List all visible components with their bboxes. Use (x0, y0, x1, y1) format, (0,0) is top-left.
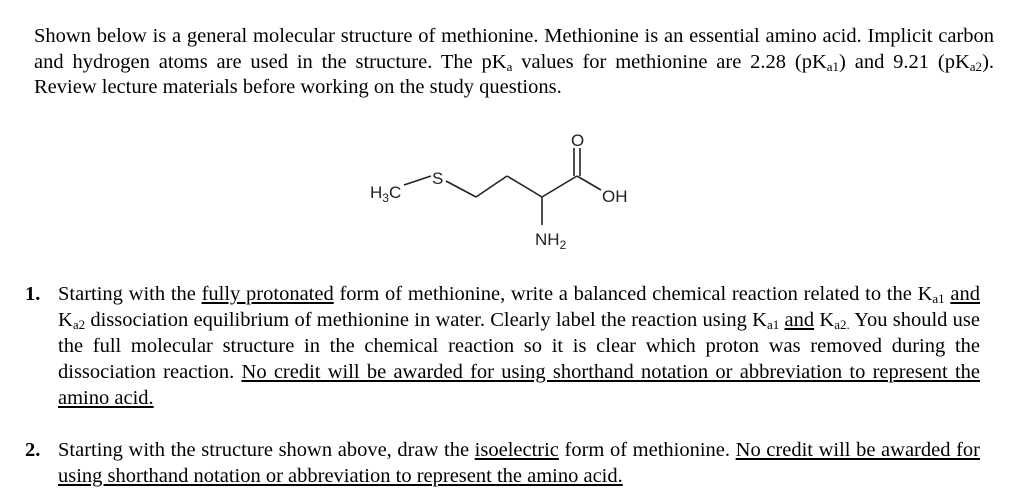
underlined-text: fully protonated (201, 283, 334, 305)
intro-text: ). Review lecture materials before working on the study questions. (34, 50, 995, 98)
subscript: a2 (969, 58, 983, 74)
underlined-text: No credit will be awarded for using shorthand notation or abbreviation to represent the amino acid. (58, 439, 980, 487)
text: form of methionine, write a balanced chemical reaction related to the K (333, 283, 933, 305)
intro-text: Shown below is a general molecular structure of methionine. Methionine is an essential amino acid. Implicit carbon and hydrogen atoms are used in the structure. The pK (34, 25, 994, 73)
subscript: a (506, 58, 513, 74)
text: Starting with the (58, 283, 202, 305)
intro-text: values for methionine are 2.28 (pK (512, 50, 827, 73)
subscript: a1 (766, 317, 780, 332)
sulfur-label: S (432, 169, 444, 188)
question-1 (25, 281, 980, 411)
methyl-label: $H_3C$ (370, 183, 402, 205)
subscript: a2 (72, 317, 86, 332)
subscript: a1 (826, 58, 840, 74)
underlined-text: and (950, 283, 980, 305)
text: form of methionine. (558, 439, 736, 461)
intro-text: ) and 9.21 (pK (839, 50, 970, 73)
text: Starting with the structure shown above, draw the (58, 439, 475, 461)
question-number: 1. (25, 283, 41, 305)
question-2 (25, 437, 980, 489)
hydroxyl-label: OH (602, 187, 628, 206)
question-number: 2. (25, 439, 41, 461)
text: You should use the full molecular structure in the chemical reaction so it is clear which proton was removed during the dissociation reaction. (58, 309, 980, 383)
underlined-text: isoelectric (474, 439, 559, 461)
subscript: a2. (834, 317, 850, 332)
subscript: a1 (932, 291, 945, 306)
underlined-text: and (784, 309, 815, 331)
underlined-text: No credit will be awarded for using shorthand notation or abbreviation to represent the amino acid. (58, 361, 980, 409)
text: K (58, 309, 73, 331)
amine-label: $NH_2$ (535, 230, 567, 252)
text: dissociation equilibrium of methionine in water. Clearly label the reaction using K (85, 309, 767, 331)
oxygen-label: O (571, 131, 585, 150)
text: K (814, 309, 835, 331)
